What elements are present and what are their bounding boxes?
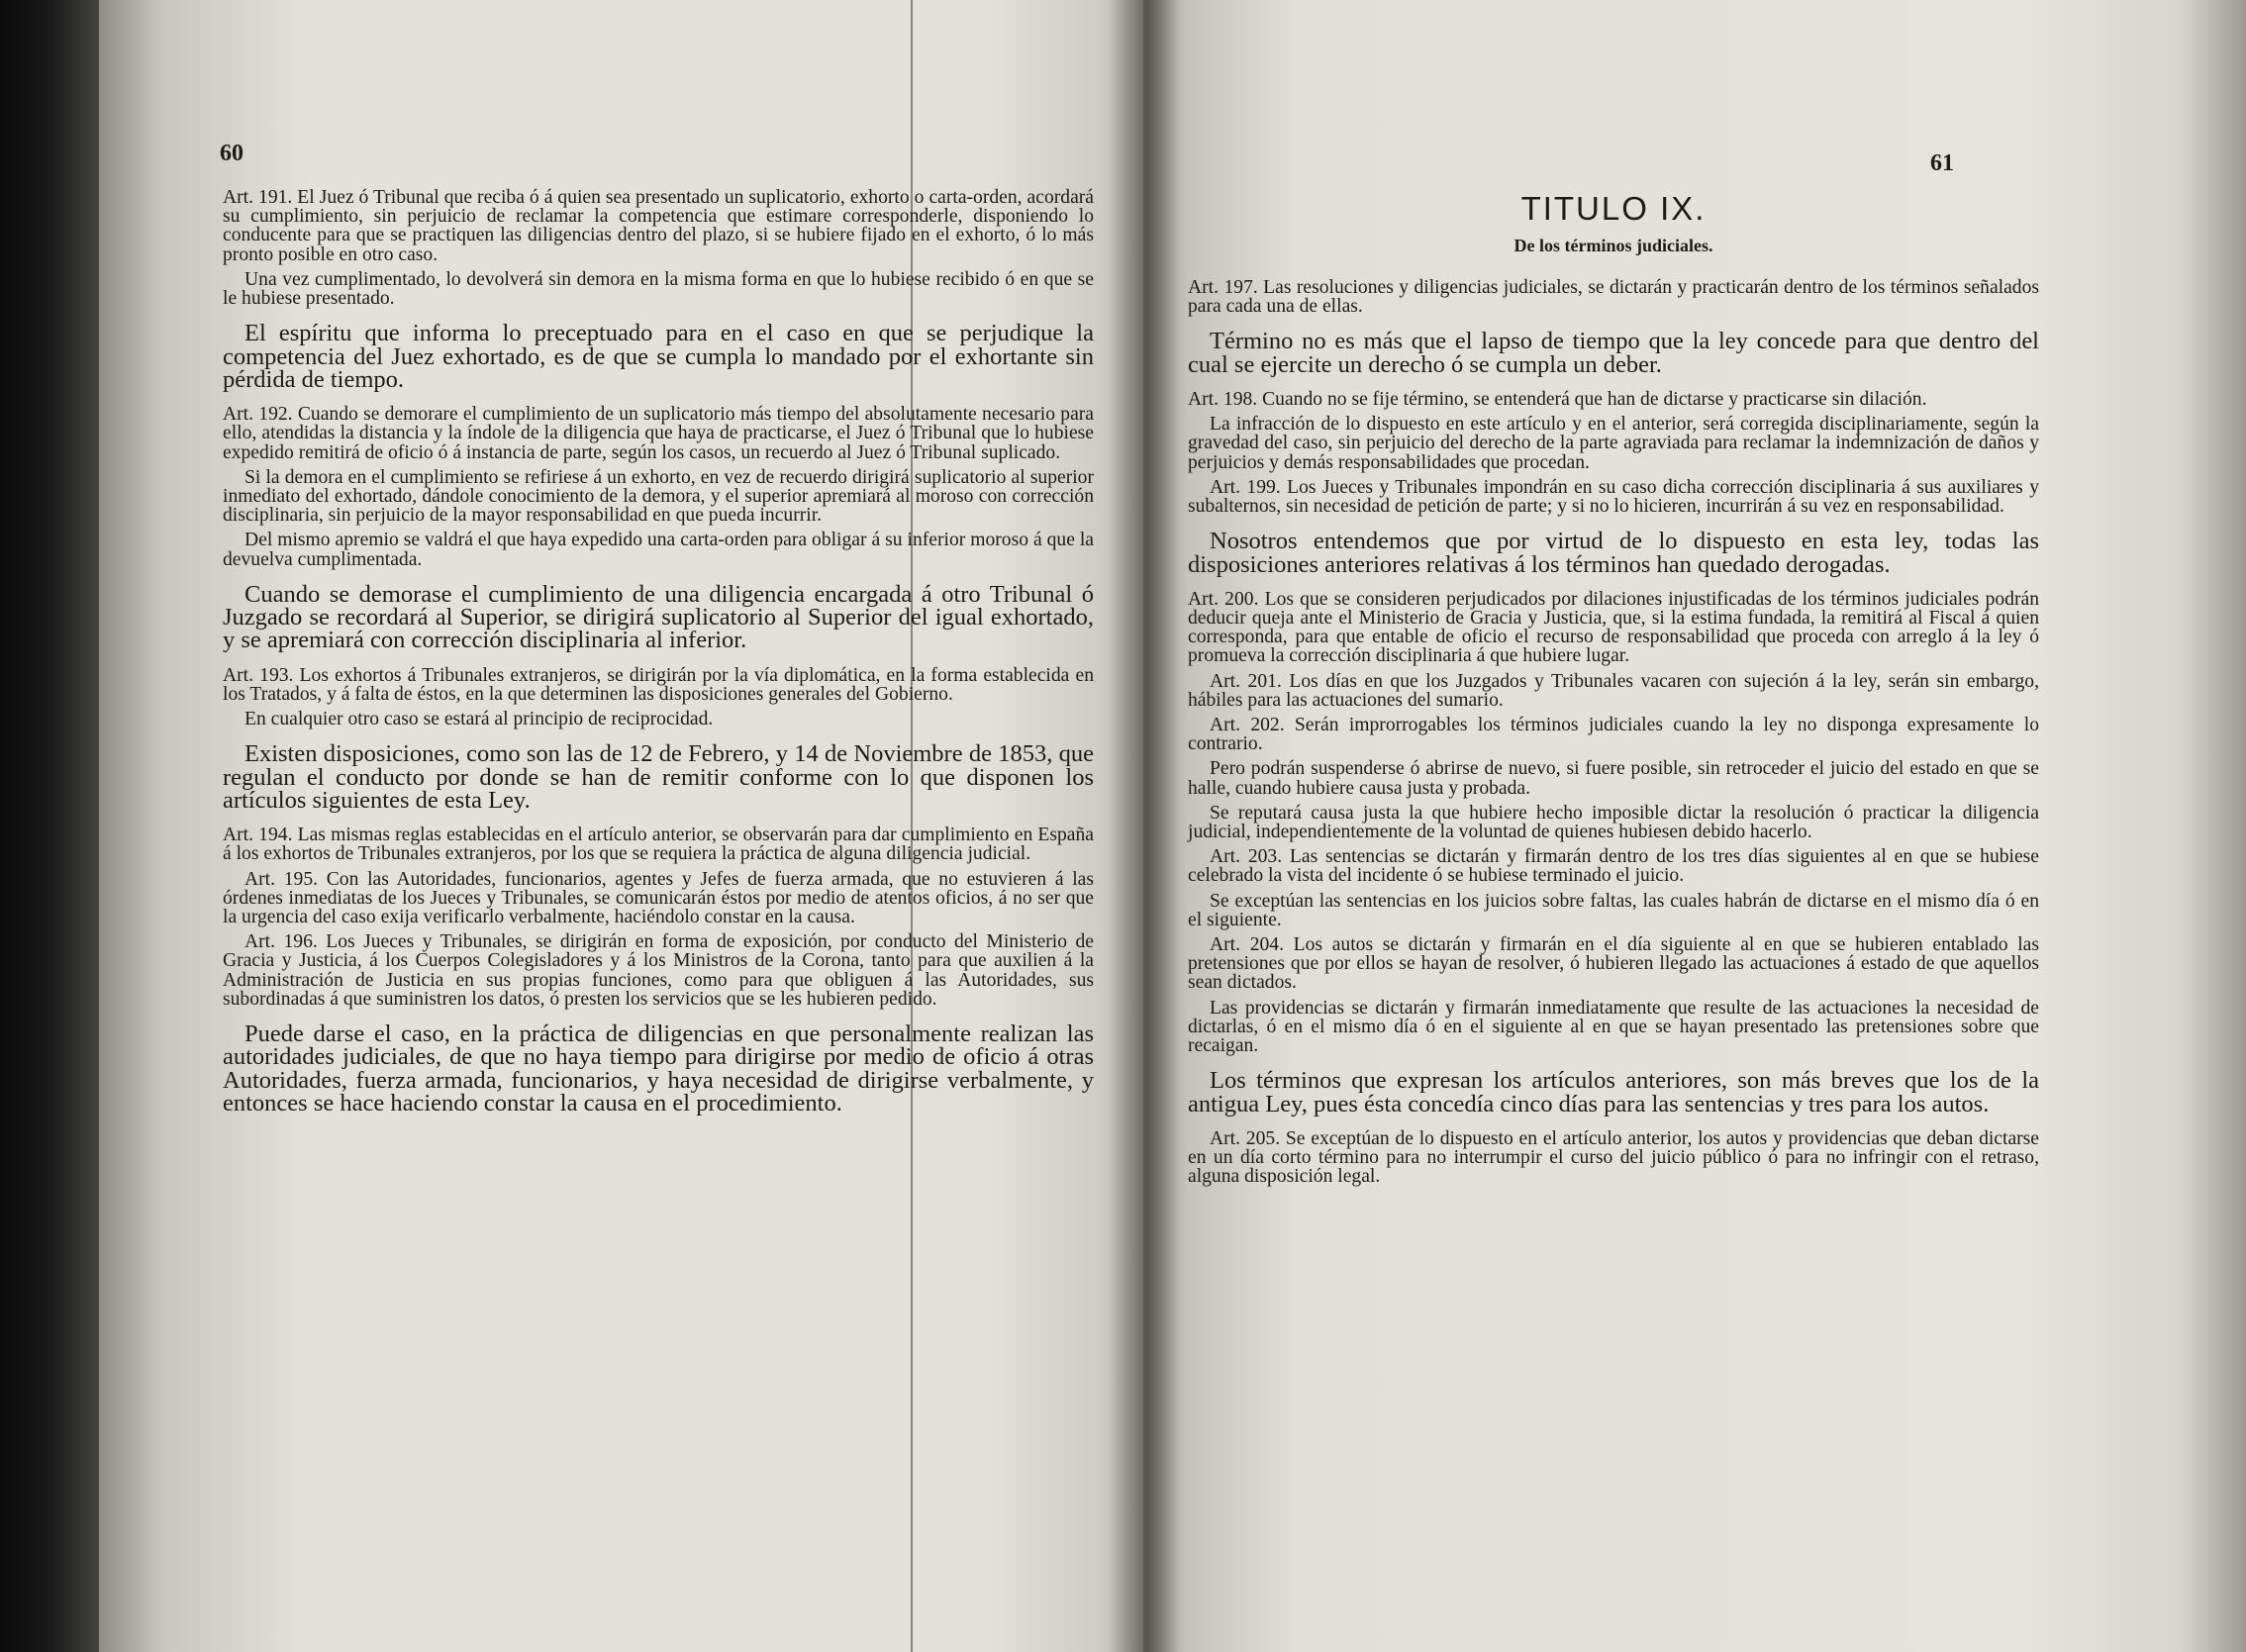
article-paragraph: Art. 195. Con las Autoridades, funcionarios, agentes y Jefes de fuerza armada, que no estuvieren á las órdenes inmediatas de los Jueces y Tribunales, se comunicarán éstos por medio de atentos oficios, á no ser que la urgencia del caso exija verificarlo verbalmente, haciéndolo constar en la causa. bbox=[223, 868, 1094, 927]
article-paragraph: Art. 191. El Juez ó Tribunal que reciba ó á quien sea presentado un suplicatorio, exhorto o carta-orden, acordará su cumplimiento, sin perjuicio de reclamar la competencia que estimare corresponderle, disponiendo lo conducente para que se practiquen las diligencias dentro del plazo, si se hubiere fijado en el exhorto, ó lo más pronto posible en otro caso. bbox=[223, 187, 1094, 265]
article-paragraph: Art. 200. Los que se consideren perjudicados por dilaciones injustificadas de los términos judiciales podrán deducir queja ante el Ministerio de Gracia y Justicia, que, si la estima fundada, la remitirá al Fiscal á quien corresponda, para que entable de oficio el recurso de responsabilidad que proceda con arreglo á la ley ó promueva la corrección disciplinaria á que hubiere lugar. bbox=[1188, 588, 2039, 667]
article-paragraph: Art. 198. Cuando no se fije término, se entenderá que han de dictarse y practicarse sin dilación. bbox=[1188, 389, 1927, 410]
commentary-paragraph: Los términos que expresan los artículos anteriores, son más breves que los de la antigua Ley, pues ésta concedía cinco días para las sentencias y tres para los autos. bbox=[1188, 1067, 2039, 1118]
commentary-paragraph: El espíritu que informa lo preceptuado para en el caso en que se perjudique la competencia del Juez exhortado, es de que se cumpla lo mandado por el exhortante sin pérdida de tiempo. bbox=[223, 320, 1094, 393]
article-paragraph: Art. 201. Los días en que los Juzgados y Tribunales vacaren con sujeción á la ley, serán sin embargo, hábiles para las actuaciones del sumario. bbox=[1188, 670, 2039, 711]
commentary-paragraph: Puede darse el caso, en la práctica de diligencias en que personalmente realizan las autoridades judiciales, de que no haya tiempo para dirigirse por medio de oficio á otras Autoridades, fuerza armada, funcionarios, y haya necesidad de dirigirse verbalmente, y entonces se hace haciendo constar la causa en el procedimiento. bbox=[223, 1020, 1094, 1117]
article-paragraph: Art. 196. Los Jueces y Tribunales, se dirigirán en forma de exposición, por conducto del Ministerio de Gracia y Justicia, á los Cuerpos Colegisladores y á los Ministros de la Corona, tanto para que auxilien á la Administración de Justicia en sus propias funciones, como para que obliguen á las Autoridades, sus subordinadas á que suministren los datos, ó presten los servicios que se les hubieren pedido. bbox=[223, 931, 1094, 1010]
right-page-text-column bbox=[1188, 148, 2039, 1186]
article-paragraph: Art. 194. Las mismas reglas establecidas en el artículo anterior, se observarán para dar cumplimiento en España á los exhortos de Tribunales extranjeros, por los que se requiera la práctica de alguna diligencia judicial. bbox=[223, 825, 1094, 865]
article-paragraph: Pero podrán suspenderse ó abrirse de nuevo, si fuere posible, sin retroceder el juicio del estado en que se halle, cuando hubiere causa justa y probada. bbox=[1188, 758, 2039, 799]
article-paragraph: Se reputará causa justa la que hubiere hecho imposible dictar la resolución ó practicar la diligencia judicial, independientemente de la voluntad de quienes hubiesen debido hacerlo. bbox=[1188, 802, 2039, 843]
commentary-paragraph: Existen disposiciones, como son las de 12 de Febrero, y 14 de Noviembre de 1853, que regulan el conducto por donde se han de remitir conforme con lo que disponen los artículos siguientes de esta Ley. bbox=[223, 740, 1094, 814]
right-page-paragraphs bbox=[1188, 278, 2039, 1186]
chapter-title: TITULO IX. bbox=[1520, 190, 1707, 227]
article-paragraph: Una vez cumplimentado, lo devolverá sin demora en la misma forma en que lo hubiese recibido ó en que se le hubiese presentado. bbox=[223, 268, 1094, 310]
paragraph-spacer bbox=[223, 652, 1094, 666]
chapter-subtitle: De los términos judiciales. bbox=[1514, 236, 1713, 255]
article-paragraph: Art. 197. Las resoluciones y diligencias judiciales, se dictarán y practicarán dentro de los términos señalados para cada una de ellas. bbox=[1188, 277, 2039, 318]
article-paragraph: Art. 193. Los exhortos á Tribunales extranjeros, se dirigirán por la vía diplomática, en la forma establecida en los Tratados, y á falta de éstos, en la que determinen las disposiciones generales del Gobierno. bbox=[223, 664, 1094, 705]
paragraph-spacer bbox=[223, 812, 1094, 826]
left-page-paragraphs bbox=[223, 188, 1094, 1115]
paragraph-spacer bbox=[1188, 376, 2039, 390]
article-paragraph: En cualquier otro caso se estará al principio de reciprocidad. bbox=[244, 709, 714, 730]
article-paragraph: Se exceptúan las sentencias en los juicios sobre faltas, las cuales habrán de dictarse en el mismo día ó en el siguiente. bbox=[1188, 890, 2039, 930]
commentary-paragraph: Término no es más que el lapso de tiempo que la ley concede para que dentro del cual se ejercite un derecho ó se cumpla un deber. bbox=[1188, 328, 2039, 378]
commentary-paragraph: Nosotros entendemos que por virtud de lo dispuesto en esta ley, todas las disposiciones anteriores relativas á los términos han quedado derogadas. bbox=[1188, 528, 2039, 578]
book-gutter-shadow bbox=[1109, 0, 1178, 1652]
article-paragraph: La infracción de lo dispuesto en este artículo y en el anterior, será corregida disciplinariamente, según la gravedad del caso, sin perjuicio del derecho de la parte agraviada para reclamar la indemnización de daños y perjuicios y demás responsabilidades que procedan. bbox=[1188, 414, 2039, 473]
paragraph-spacer bbox=[223, 391, 1094, 405]
article-paragraph: Las providencias se dictarán y firmarán inmediatamente que resulte de las actuaciones la necesidad de dictarlas, ó en el mismo día ó en el siguiente al en que se hayan presentado las pretensiones sobre que recaigan. bbox=[1188, 997, 2039, 1057]
paragraph-spacer bbox=[1188, 576, 2039, 590]
article-paragraph: Art. 199. Los Jueces y Tribunales impondrán en su caso dicha corrección disciplinaria á sus auxiliares y subalternos, sin necesidad de petición de parte; y si no lo hicieren, incurrirán á su vez en responsabilidad. bbox=[1188, 476, 2039, 518]
article-paragraph: Art. 203. Las sentencias se dictarán y firmarán dentro de los tres días siguientes al en que se hubiese celebrado la vista del incidente ó se hubiese terminado el juicio. bbox=[1188, 846, 2039, 887]
left-page-text-column bbox=[223, 188, 1094, 1115]
article-paragraph: Art. 204. Los autos se dictarán y firmarán en el día siguiente al en que se hubieren entablado las pretensiones que por ellos se hayan de resolver, ó hubieren llegado las actuaciones á estado de que aquellos sean dictados. bbox=[1188, 934, 2039, 994]
paragraph-spacer bbox=[1188, 1116, 2039, 1129]
article-paragraph: Art. 192. Cuando se demorare el cumplimiento de un suplicatorio más tiempo del absolutamente necesario para ello, atendidas la distancia y la índole de la diligencia que haya de practicarse, el Juez ó Tribunal que lo hubiese expedido remitirá de oficio ó á instancia de parte, según los casos, un recuerdo al Juez ó Tribunal suplicado. bbox=[223, 404, 1094, 463]
article-paragraph: Art. 205. Se exceptúan de lo dispuesto en el artículo anterior, los autos y providencias que deban dictarse en un día corto término para no interrumpir el curso del juicio público ó para no infringir con el retraso, alguna disposición legal. bbox=[1188, 1127, 2039, 1188]
left-page-number: 60 bbox=[220, 141, 244, 166]
commentary-paragraph: Cuando se demorase el cumplimiento de una diligencia encargada á otro Tribunal ó Juzgado se recordará al Superior, se dirigirá suplicatorio al Superior del igual exhortado, y se apremiará con corrección disciplinaria al inferior. bbox=[223, 580, 1094, 654]
article-paragraph: Del mismo apremio se valdrá el que haya expedido una carta-orden para obligar á su inferior moroso á que la devuelva cumplimentada. bbox=[223, 530, 1094, 570]
article-paragraph: Art. 202. Serán improrrogables los términos judiciales cuando la ley no disponga expresamente lo contrario. bbox=[1188, 715, 2039, 755]
article-paragraph: Si la demora en el cumplimiento se refiriese á un exhorto, en vez de recuerdo dirigirá suplicatorio al superior inmediato del exhortado, dándole conocimiento de la demora, y el superior apremiará al moroso con corrección disciplinaria, sin perjuicio de la mayor responsabilidad en que pueda incurrir. bbox=[223, 466, 1094, 527]
right-page-number: 61 bbox=[1930, 150, 1954, 176]
